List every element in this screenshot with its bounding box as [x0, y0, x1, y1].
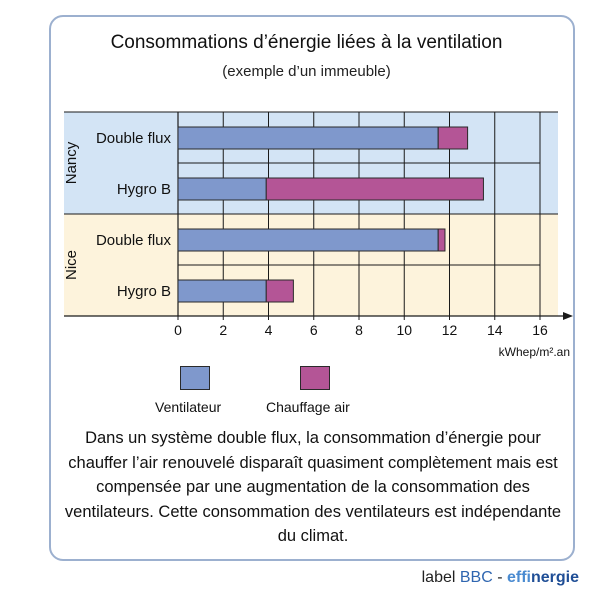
bar-nice-hygro-b-chauffage-air: [266, 280, 293, 302]
x-tick-label-12: 12: [441, 322, 458, 338]
bar-nice-double-flux-ventilateur: [178, 229, 438, 251]
bar-nice-double-flux-chauffage-air: [438, 229, 445, 251]
x-tick-label-14: 14: [486, 322, 503, 338]
bar-nancy-double-flux-ventilateur: [178, 127, 438, 149]
group-label-nancy: Nancy: [63, 141, 80, 185]
x-tick-label-2: 2: [219, 322, 228, 338]
bar-nancy-hygro-b-chauffage-air: [266, 178, 483, 200]
bar-nancy-double-flux-chauffage-air: [438, 127, 467, 149]
brand-energie: nergie: [530, 569, 579, 586]
category-label-nice-double-flux: Double flux: [95, 232, 171, 249]
brand-dash: -: [492, 569, 507, 586]
brand-effi: effi: [506, 569, 531, 586]
bar-nice-hygro-b-ventilateur: [178, 280, 266, 302]
group-label-nice: Nice: [63, 249, 80, 281]
x-tick-label-4: 4: [264, 322, 273, 338]
category-label-nancy-hygro-b: Hygro B: [116, 181, 171, 198]
brand-label: [422, 569, 579, 587]
brand-prefix: label: [421, 569, 460, 586]
legend-swatch-ventilateur: [180, 366, 210, 390]
caption-text: Dans un système double flux, la consommation d’énergie pour chauffer l’air renouvelé disparaît quasiment complètement mais est compensée par une augmentation de la consommation des ventilateurs. Cette consommation des ventilateurs est indépendante du climat.: [64, 429, 562, 545]
legend-swatch-chauffage-air: [300, 366, 330, 390]
x-tick-label-8: 8: [355, 322, 363, 338]
chart-title: Consommations d’énergie liées à la ventilation: [110, 32, 503, 53]
x-tick-label-0: 0: [174, 322, 182, 338]
legend-label-ventilateur: Ventilateur: [155, 399, 222, 415]
chart-subtitle: (exemple d’un immeuble): [222, 63, 391, 80]
category-label-nice-hygro-b: Hygro B: [116, 283, 171, 300]
x-tick-label-10: 10: [396, 322, 413, 338]
x-tick-label-6: 6: [309, 322, 318, 338]
x-tick-label-16: 16: [532, 322, 548, 338]
bar-nancy-hygro-b-ventilateur: [178, 178, 266, 200]
x-axis-arrow-icon: [563, 312, 573, 320]
x-axis-label: kWhep/m².an: [498, 345, 570, 359]
legend-label-chauffage-air: Chauffage air: [266, 399, 350, 415]
brand-bbc: BBC: [459, 569, 493, 586]
category-label-nancy-double-flux: Double flux: [95, 130, 171, 147]
